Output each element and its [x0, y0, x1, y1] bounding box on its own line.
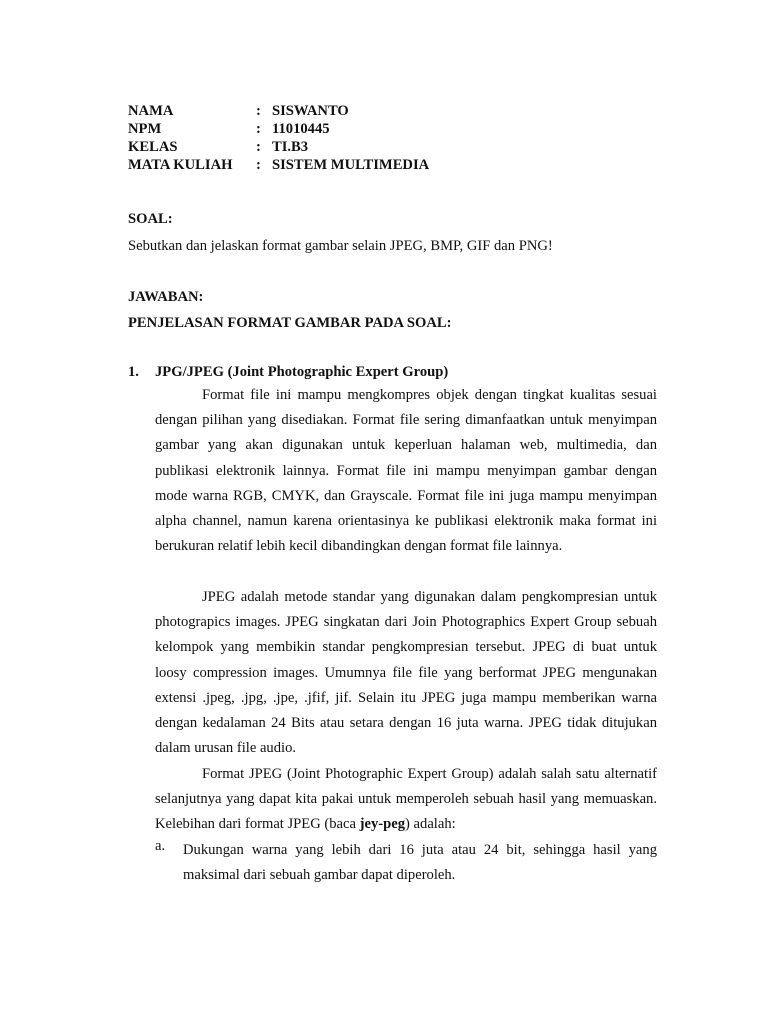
item-title: JPG/JPEG (Joint Photographic Expert Group): [155, 364, 449, 380]
paragraph-2: JPEG adalah metode standar yang digunakan dalam pengkompresian untuk photograpics images. JPEG singkatan dari Join Photographics Expert Group sebuah kelompok yang membikin standar pengkompresian tersebut. JPEG di buat untuk loosy compression images. Umumnya file file yang berformat JPEG mengunakan extensi .jpeg, .jpg, .jpe, .jfif, jif. Selain itu JPEG juga mampu memberikan warna dengan kedalaman 24 Bits atau setara dengan 16 juta warna. JPEG tidak ditujukan dalam urusan file audio.: [155, 589, 657, 757]
header-value: SISTEM MULTIMEDIA: [272, 157, 430, 173]
header-value: SISWANTO: [272, 103, 349, 119]
header-value: 11010445: [272, 121, 330, 137]
penjelasan-heading: PENJELASAN FORMAT GAMBAR PADA SOAL:: [128, 315, 452, 331]
header-label: NPM: [128, 121, 162, 137]
paragraph-3-bold-term: jey-peg: [359, 816, 406, 833]
header-label: KELAS: [128, 139, 178, 155]
list-item-letter: a.: [155, 838, 166, 854]
soal-question: Sebutkan dan jelaskan format gambar selain JPEG, BMP, GIF dan PNG!: [128, 238, 553, 254]
paragraph-3: [155, 762, 657, 838]
header-label: NAMA: [128, 103, 174, 119]
paragraph-1: Format file ini mampu mengkompres objek dengan tingkat kualitas sesuai dengan pilihan yang disediakan. Format file sering dimanfaatkan untuk menyimpan gambar yang akan digunakan untuk keperluan halaman web, multimedia, dan publikasi elektronik lainnya. Format file ini mampu menyimpan gambar dengan mode warna RGB, CMYK, dan Grayscale. Format file ini juga mampu menyimpan alpha channel, namun karena orientasinya ke publikasi elektronik maka format ini berukuran relatif lebih kecil dibandingkan dengan format file lainnya.: [155, 387, 657, 555]
jawaban-heading: JAWABAN:: [128, 289, 204, 305]
header-row-npm: [128, 120, 429, 138]
header-row-nama: [128, 102, 429, 120]
student-info-header: [128, 102, 429, 174]
item-number: 1.: [128, 364, 139, 380]
header-value: TI.B3: [272, 139, 309, 155]
header-row-mata-kuliah: [128, 156, 429, 174]
paragraph-3-text: Format JPEG (Joint Photographic Expert Group) adalah salah satu alternatif selanjutnya yang dapat kita pakai untuk memperoleh sebuah hasil yang memuaskan. Kelebihan dari format JPEG (baca: [155, 766, 657, 833]
header-colon: :: [256, 103, 261, 119]
header-colon: :: [256, 121, 261, 137]
paragraph-3-text-end: ) adalah:: [405, 816, 456, 833]
header-colon: :: [256, 139, 261, 155]
header-label: MATA KULIAH: [128, 157, 233, 173]
soal-heading: SOAL:: [128, 211, 173, 227]
list-item-text: Dukungan warna yang lebih dari 16 juta atau 24 bit, sehingga hasil yang maksimal dari sebuah gambar dapat diperoleh.: [183, 842, 657, 884]
header-row-kelas: [128, 138, 429, 156]
header-colon: :: [256, 157, 261, 173]
